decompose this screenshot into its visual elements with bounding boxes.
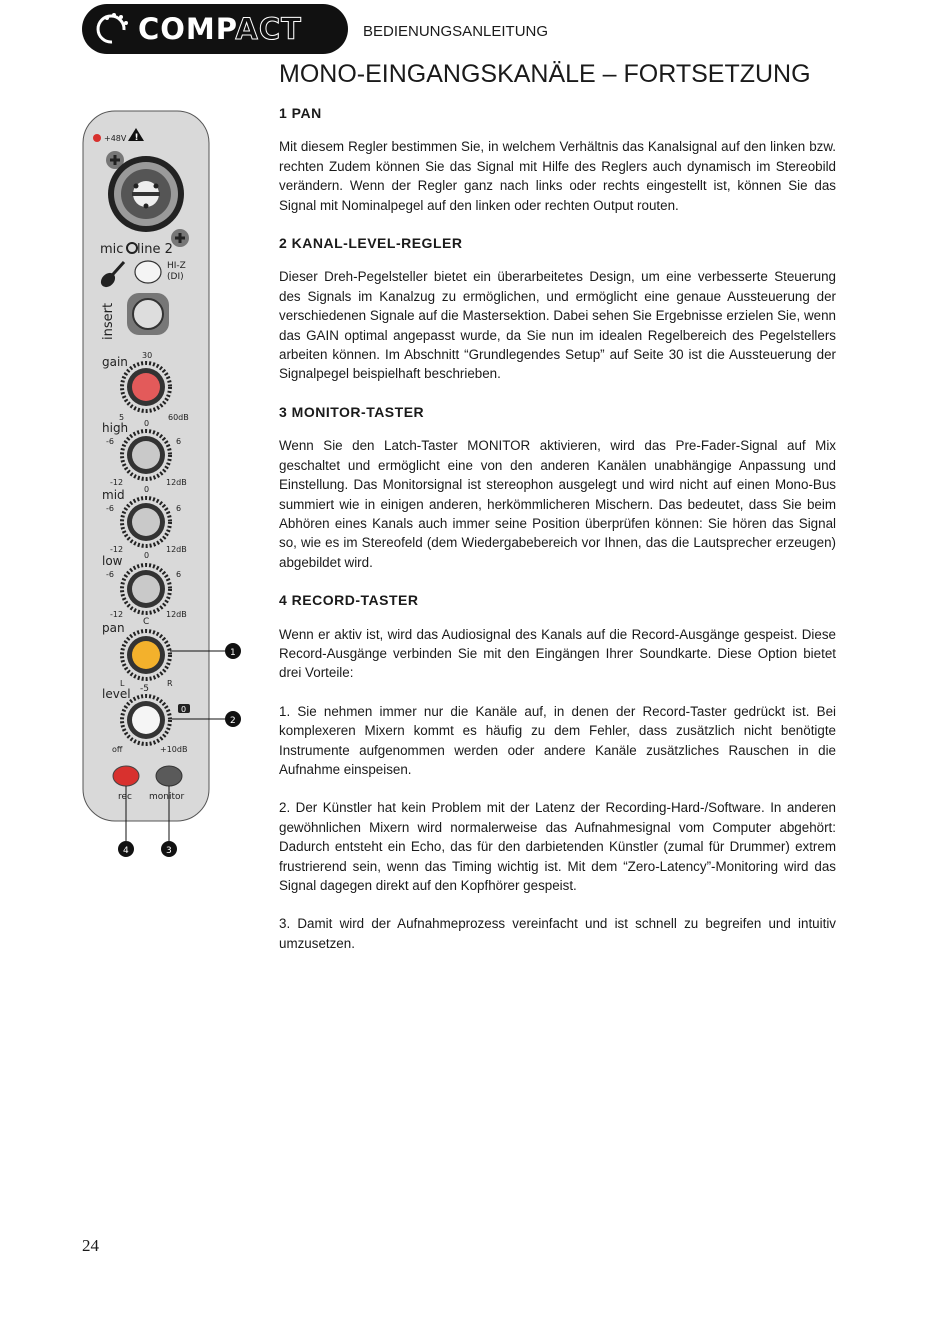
gain-min-label: 5 (119, 413, 125, 422)
low-left-label: -6 (106, 570, 114, 579)
rec-label: rec (118, 792, 132, 802)
insert-jack-icon (127, 293, 169, 335)
mid-top-label: 0 (144, 485, 150, 494)
section-kanal-level-regler (279, 234, 836, 384)
pan-center-label: C (143, 617, 150, 627)
mid-label: mid (102, 488, 125, 502)
xlr-combo-jack-icon (108, 156, 184, 232)
monitor-label: monitor (149, 792, 185, 802)
hiz-label: HI-Z (167, 261, 186, 271)
section-heading: 1 PAN (279, 105, 322, 121)
header-label: BEDIENUNGSANLEITUNG (363, 23, 549, 40)
level-top-label: -5 (140, 684, 149, 694)
pan-right-label: R (167, 679, 173, 688)
compact-logo (82, 4, 348, 54)
line-label: line 2 (137, 242, 173, 257)
page-number: 24 (82, 1236, 99, 1255)
high-min-label: -12 (110, 478, 124, 487)
level-min-label: off (112, 745, 123, 754)
section-paragraph: Mit diesem Regler bestimmen Sie, in welchem Verhältnis das Kanalsignal auf den linken bzw. rechten Zudem können Sie das Signal mit Hilfe des Reglers auch dynamisch im Stereobild verändern. Wenn der Regler ganz nach links oder rechts eingestellt ist, können Sie das Signal mit Nominalpegel auf den linken oder rechten Output routen. (279, 139, 836, 213)
mid-min-label: -12 (110, 545, 124, 554)
di-label: (DI) (167, 272, 184, 282)
low-label: low (102, 554, 123, 568)
section-paragraph: Dieser Dreh-Pegelsteller bietet ein überarbeitetes Design, um eine verbesserte Steuerung des Signals im Kanalzug zu ermöglichen, und ermöglicht eine genaue Aussteuerung der verschiedenen Signale auf die Mastersektion. Dabei sehen Sie Ergebnisse erzielen Sie, wenn das GAIN optimal angepasst wurde, da Sie nun im idealen Regelbereich des Pegelstellers arbeiten können. Im Abschnitt “Grundlegendes Setup” auf Seite 30 ist die Aussteuerung der Signalpegel beispielhaft beschrieben. (279, 269, 836, 382)
gain-max-label: 60dB (168, 413, 189, 422)
level-zero-label: 0 (181, 705, 187, 714)
insert-label: insert (101, 302, 116, 340)
section-paragraph: 2. Der Künstler hat kein Problem mit der Latenz der Recording-Hard-/Software. In anderen gewöhnlichen Mixern wird normalerweise das Aufnahmesignal vom Computer abgehört: Dadurch entsteht ein Echo, das für den darbietenden Künstler (zumal für Drummer) extrem frustrierend sein, wenn das Timing wichtig ist. Mit dem “Zero-Latency”-Monitoring wird das Signal dagegen direkt auf den Kopfhörer gespeist. (279, 800, 836, 893)
callout-label-1: 1 (230, 648, 236, 658)
svg-text:!: ! (134, 133, 139, 143)
callout-label-4: 4 (123, 846, 129, 856)
gain-top-label: 30 (142, 351, 153, 360)
high-right-label: 6 (176, 437, 182, 446)
section-heading: 3 MONITOR-TASTER (279, 403, 425, 420)
mic-label: mic (100, 242, 124, 257)
pan-label: pan (102, 621, 125, 635)
section-paragraph: Wenn Sie den Latch-Taster MONITOR aktivieren, wird das Pre-Fader-Signal auf Mix geschaltet und ermöglicht eine von den anderen Kanälen unabhängige Anpassung und Einstellung. Das Monitorsignal ist stereophon ausgelegt und wird nicht auf einen Mono-Bus summiert wie in einigen anderen, herkömmlicheren Mischern. Das bedeutet, dass Sie beim Abhören eines Kanals auch immer seine Position überprüfen können: Sie hören das Signal so, wie es im Stereofeld (dem Wiedergabebereich vor Ihnen, das die Lautsprecher erzeugen) abgebildet wird. (279, 438, 836, 570)
logo-knob-icon (86, 4, 146, 54)
section-record-taster (279, 591, 836, 953)
level-max-label: +10dB (160, 745, 188, 754)
high-label: high (102, 421, 129, 435)
low-min-label: -12 (110, 610, 124, 619)
section-paragraph: 1. Sie nehmen immer nur die Kanäle auf, in denen der Record-Taster gedrückt ist. Bei komplexeren Mixern kommt es häufig zu dem Fehler, dass zusätzlich nicht benötigte Instrumente aufgenommen werden oder andere Kanäle zusätzliches Rauschen in die Aufnahme einspeisen. (279, 703, 836, 777)
screw-icon (171, 229, 189, 247)
section-heading: 2 KANAL-LEVEL-REGLER (279, 235, 463, 252)
manual-content (279, 104, 836, 972)
low-right-label: 6 (176, 570, 182, 579)
low-max-label: 12dB (166, 610, 187, 619)
mid-left-label: -6 (106, 504, 114, 513)
section-heading: 4 RECORD-TASTER (279, 592, 419, 609)
mid-right-label: 6 (176, 504, 182, 513)
pan-left-label: L (120, 679, 125, 688)
high-max-label: 12dB (166, 478, 187, 487)
gain-label: gain (102, 355, 128, 369)
logo-text-b: ACT (235, 12, 302, 46)
page-title: MONO-EINGANGSKANÄLE – FORTSETZUNG (279, 60, 811, 88)
level-label: level (102, 687, 131, 701)
high-top-label: 0 (144, 419, 150, 428)
section-paragraph: Wenn er aktiv ist, wird das Audiosignal des Kanals auf die Record-Ausgänge gespeist. Diese Record-Ausgänge verbinden Sie mit den Eingängen Ihrer Soundkarte. Diese Option bietet drei Vorteile: (279, 626, 836, 681)
low-top-label: 0 (144, 551, 150, 560)
hiz-button[interactable] (135, 261, 161, 283)
phantom-label: +48V (104, 134, 127, 143)
section-pan (279, 104, 836, 215)
logo-text-a: COMP (138, 12, 236, 46)
high-left-label: -6 (106, 437, 114, 446)
section-paragraph: 3. Damit wird der Aufnahmeprozess vereinfacht und ist schnell zu begreifen und intuitiv umzusetzen. (279, 916, 836, 951)
mid-max-label: 12dB (166, 545, 187, 554)
callout-label-2: 2 (230, 716, 236, 726)
callout-overlay (82, 600, 262, 870)
section-monitor-taster (279, 403, 836, 572)
phantom-led-icon (93, 134, 101, 142)
callout-label-3: 3 (166, 846, 172, 856)
